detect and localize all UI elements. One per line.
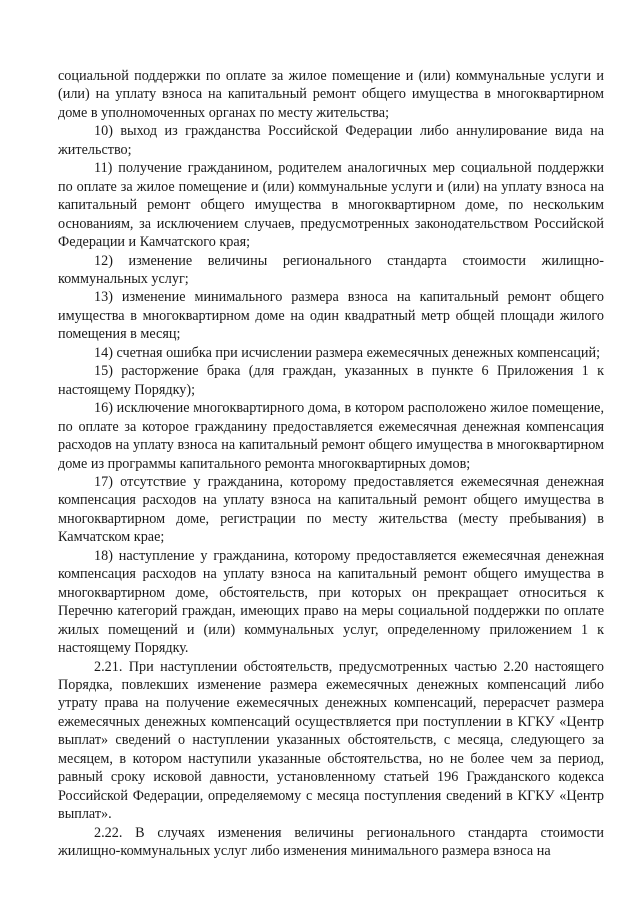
paragraph-continuation: социальной поддержки по оплате за жилое помещение и (или) коммунальные услуги и (или) на уплату взноса на капитальный ремонт общего имущества в многоквартирном доме в уполномоченных органах по месту жительства; bbox=[58, 68, 604, 121]
list-item-16: 16) исключение многоквартирного дома, в котором расположено жилое помещение, по оплате за которое гражданину предоставляется ежемесячная денежная компенсация расходов на уплату взноса на капитальный ремонт общего имущества в многоквартирном доме из программы капитального ремонта многоквартирных домов; bbox=[58, 400, 604, 472]
list-item-17: 17) отсутствие у гражданина, которому предоставляется ежемесячная денежная компенсация расходов на уплату взноса на капитальный ремонт общего имущества в многоквартирном доме, регистрации по месту жительства (месту пребывания) в Камчатском крае; bbox=[58, 473, 604, 546]
list-item-18: 18) наступление у гражданина, которому предоставляется ежемесячная денежная компенсация расходов на уплату взноса на капитальный ремонт общего имущества в многоквартирном доме, обстоятельств, при которых он прекращает относиться к Перечню категорий граждан, имеющих право на меры социальной поддержки по оплате жилых помещений и (или) коммунальных услуг, определенному приложением 1 к настоящему Порядку. bbox=[58, 547, 604, 657]
document-body bbox=[58, 67, 604, 860]
list-item-15: 15) расторжение брака (для граждан, указанных в пункте 6 Приложения 1 к настоящему Порядку); bbox=[58, 363, 604, 398]
list-item-11: 11) получение гражданином, родителем аналогичных мер социальной поддержки по оплате за жилое помещение и (или) коммунальные услуги и (или) на уплату взноса на капитальный ремонт общего имущества в многоквартирном доме, по нескольким основаниям, за исключением случаев, предусмотренных законодательством Российской Федерации и Камчатского края; bbox=[58, 160, 604, 251]
list-item-13: 13) изменение минимального размера взноса на капитальный ремонт общего имущества в многоквартирном доме на один квадратный метр общей площади жилого помещения в месяц; bbox=[58, 289, 604, 343]
list-item-12: 12) изменение величины регионального стандарта стоимости жилищно-коммунальных услуг; bbox=[58, 252, 604, 287]
list-item-10: 10) выход из гражданства Российской Федерации либо аннулирование вида на жительство; bbox=[58, 123, 604, 158]
section-2-21: 2.21. При наступлении обстоятельств, предусмотренных частью 2.20 настоящего Порядка, повлекших изменение размера ежемесячных денежных компенсаций либо утрату права на получение ежемесячных денежных компенсаций, перерасчет размера ежемесячных денежных компенсаций осуществляется при поступлении в КГКУ «Центр выплат» сведений о наступлении указанных обстоятельств, с месяца, следующего за месяцем, в котором наступили указанные обстоятельства, но не более чем за период, равный сроку исковой давности, установленному статьей 196 Гражданского кодекса Российской Федерации, определяемому с месяца поступления сведений в КГКУ «Центр выплат». bbox=[58, 658, 604, 823]
list-item-14: 14) счетная ошибка при исчислении размера ежемесячных денежных компенсаций; bbox=[94, 344, 601, 361]
section-2-22: 2.22. В случаях изменения величины регионального стандарта стоимости жилищно-коммунальных услуг либо изменения минимального размера взноса на bbox=[58, 824, 604, 860]
